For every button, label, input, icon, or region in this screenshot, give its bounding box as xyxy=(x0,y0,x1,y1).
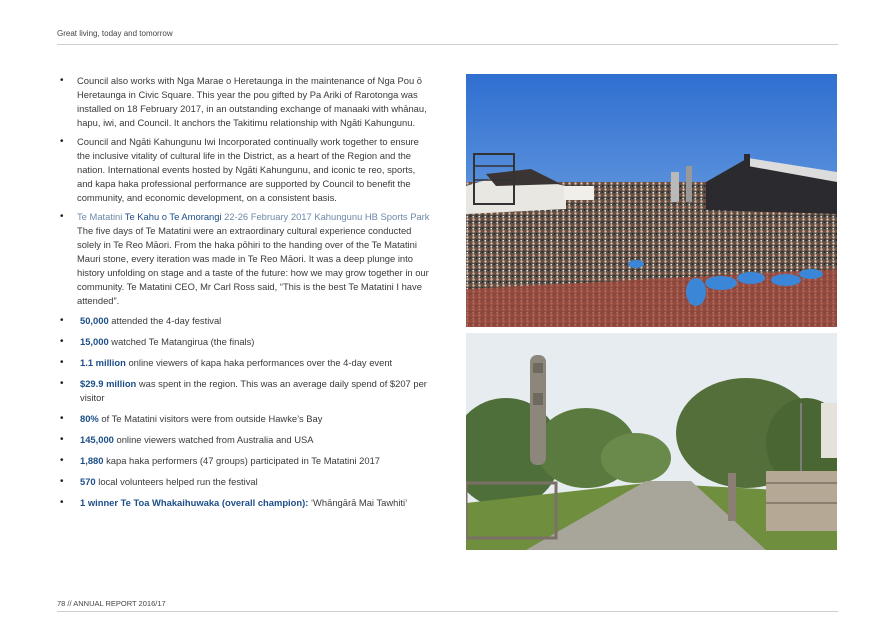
header-divider xyxy=(57,44,838,45)
stat-value: 570 xyxy=(80,476,96,487)
stat-item xyxy=(57,412,432,426)
stat-text: online viewers of kapa haka performances over the 4-day event xyxy=(125,357,393,368)
stat-value: 1.1 million xyxy=(80,357,126,368)
main-text-column xyxy=(57,74,432,517)
page-footer: 78 // ANNUAL REPORT 2016/17 xyxy=(57,599,166,608)
stat-text: attended the 4-day festival xyxy=(108,315,222,326)
stat-item xyxy=(57,454,432,468)
stat-value: 80% xyxy=(80,413,99,424)
te-matatini-heading xyxy=(77,210,432,224)
stat-value: 1 winner Te Toa Whakaihuwaka (overall champion): xyxy=(80,497,309,508)
carved-pou-entrance-photo xyxy=(466,333,837,550)
stat-text: kapa haka performers (47 groups) participated in Te Matatini 2017 xyxy=(103,455,381,466)
stat-item xyxy=(57,475,432,489)
stat-value: $29.9 million xyxy=(80,378,137,389)
stat-text: watched Te Matangirua (the finals) xyxy=(108,336,255,347)
stat-text: local volunteers helped run the festival xyxy=(95,476,258,487)
stat-item xyxy=(57,314,432,328)
te-matatini-body: The five days of Te Matatini were an extraordinary cultural experience conducted solely in Te Reo Māori. From the haka pōhiri to the handing over of the Te Matatini Mauri stone, every iteration was made in Te Reo Māori. It was a deep plunge into history unfolding on stage and a taste of the future: how we may grow together in our community. Te Matatini CEO, Mr Carl Ross said, “This is the best Te Matatini I have attended”. xyxy=(77,225,429,306)
bullet-pou-gift: • Council also works with Nga Marae o Heretaunga in the maintenance of Nga Pou ō Heretaunga in Civic Square. This year the pou gifted by Pa Ariki of Rarotonga was installed on 18 February 2017, in an outstanding exchange of manaaki with whānau, hapu, iwi, and Council. It anchors the Takitimu relationship with Ngāti Kahungunu. xyxy=(57,74,432,130)
stat-value: 1,880 xyxy=(80,455,104,466)
te-matatini-heading-prefix: Te Matatini xyxy=(77,211,125,222)
running-header: Great living, today and tomorrow xyxy=(57,29,173,38)
stat-item xyxy=(57,335,432,349)
main-bullet-list xyxy=(57,74,432,308)
te-matatini-heading-details: 22-26 February 2017 Kahungunu HB Sports Park xyxy=(221,211,430,222)
stat-item xyxy=(57,496,432,510)
footer-divider xyxy=(57,611,838,612)
stat-value: 15,000 xyxy=(80,336,109,347)
stat-value: 50,000 xyxy=(80,315,109,326)
stats-list xyxy=(57,314,432,510)
stat-text: of Te Matatini visitors were from outside Hawke’s Bay xyxy=(98,413,323,424)
stat-item xyxy=(57,433,432,447)
stat-text: ‘Whāngārā Mai Tawhiti’ xyxy=(308,497,408,508)
te-matatini-heading-title: Te Kahu o Te Amorangi xyxy=(124,211,222,222)
stat-value: 145,000 xyxy=(80,434,114,445)
bullet-te-matatini xyxy=(57,210,432,308)
stat-text: online viewers watched from Australia and USA xyxy=(113,434,314,445)
stat-item xyxy=(57,356,432,370)
stat-text: was spent in the region. This was an average daily spend of $207 per visitor xyxy=(80,378,427,403)
stat-item xyxy=(57,377,432,405)
festival-crowd-photo xyxy=(466,74,837,327)
bullet-iwi-partnership: • Council and Ngāti Kahungunu Iwi Incorporated continually work together to ensure the inclusive vitality of cultural life in the District, as a heart of the Region and the nation. International events hosted by Ngāti Kahungunu, and iconic te reo, sports, and kapa haka professional performance are supported by Council to benefit the community, and economic development, on a consistent basis. xyxy=(57,135,432,205)
